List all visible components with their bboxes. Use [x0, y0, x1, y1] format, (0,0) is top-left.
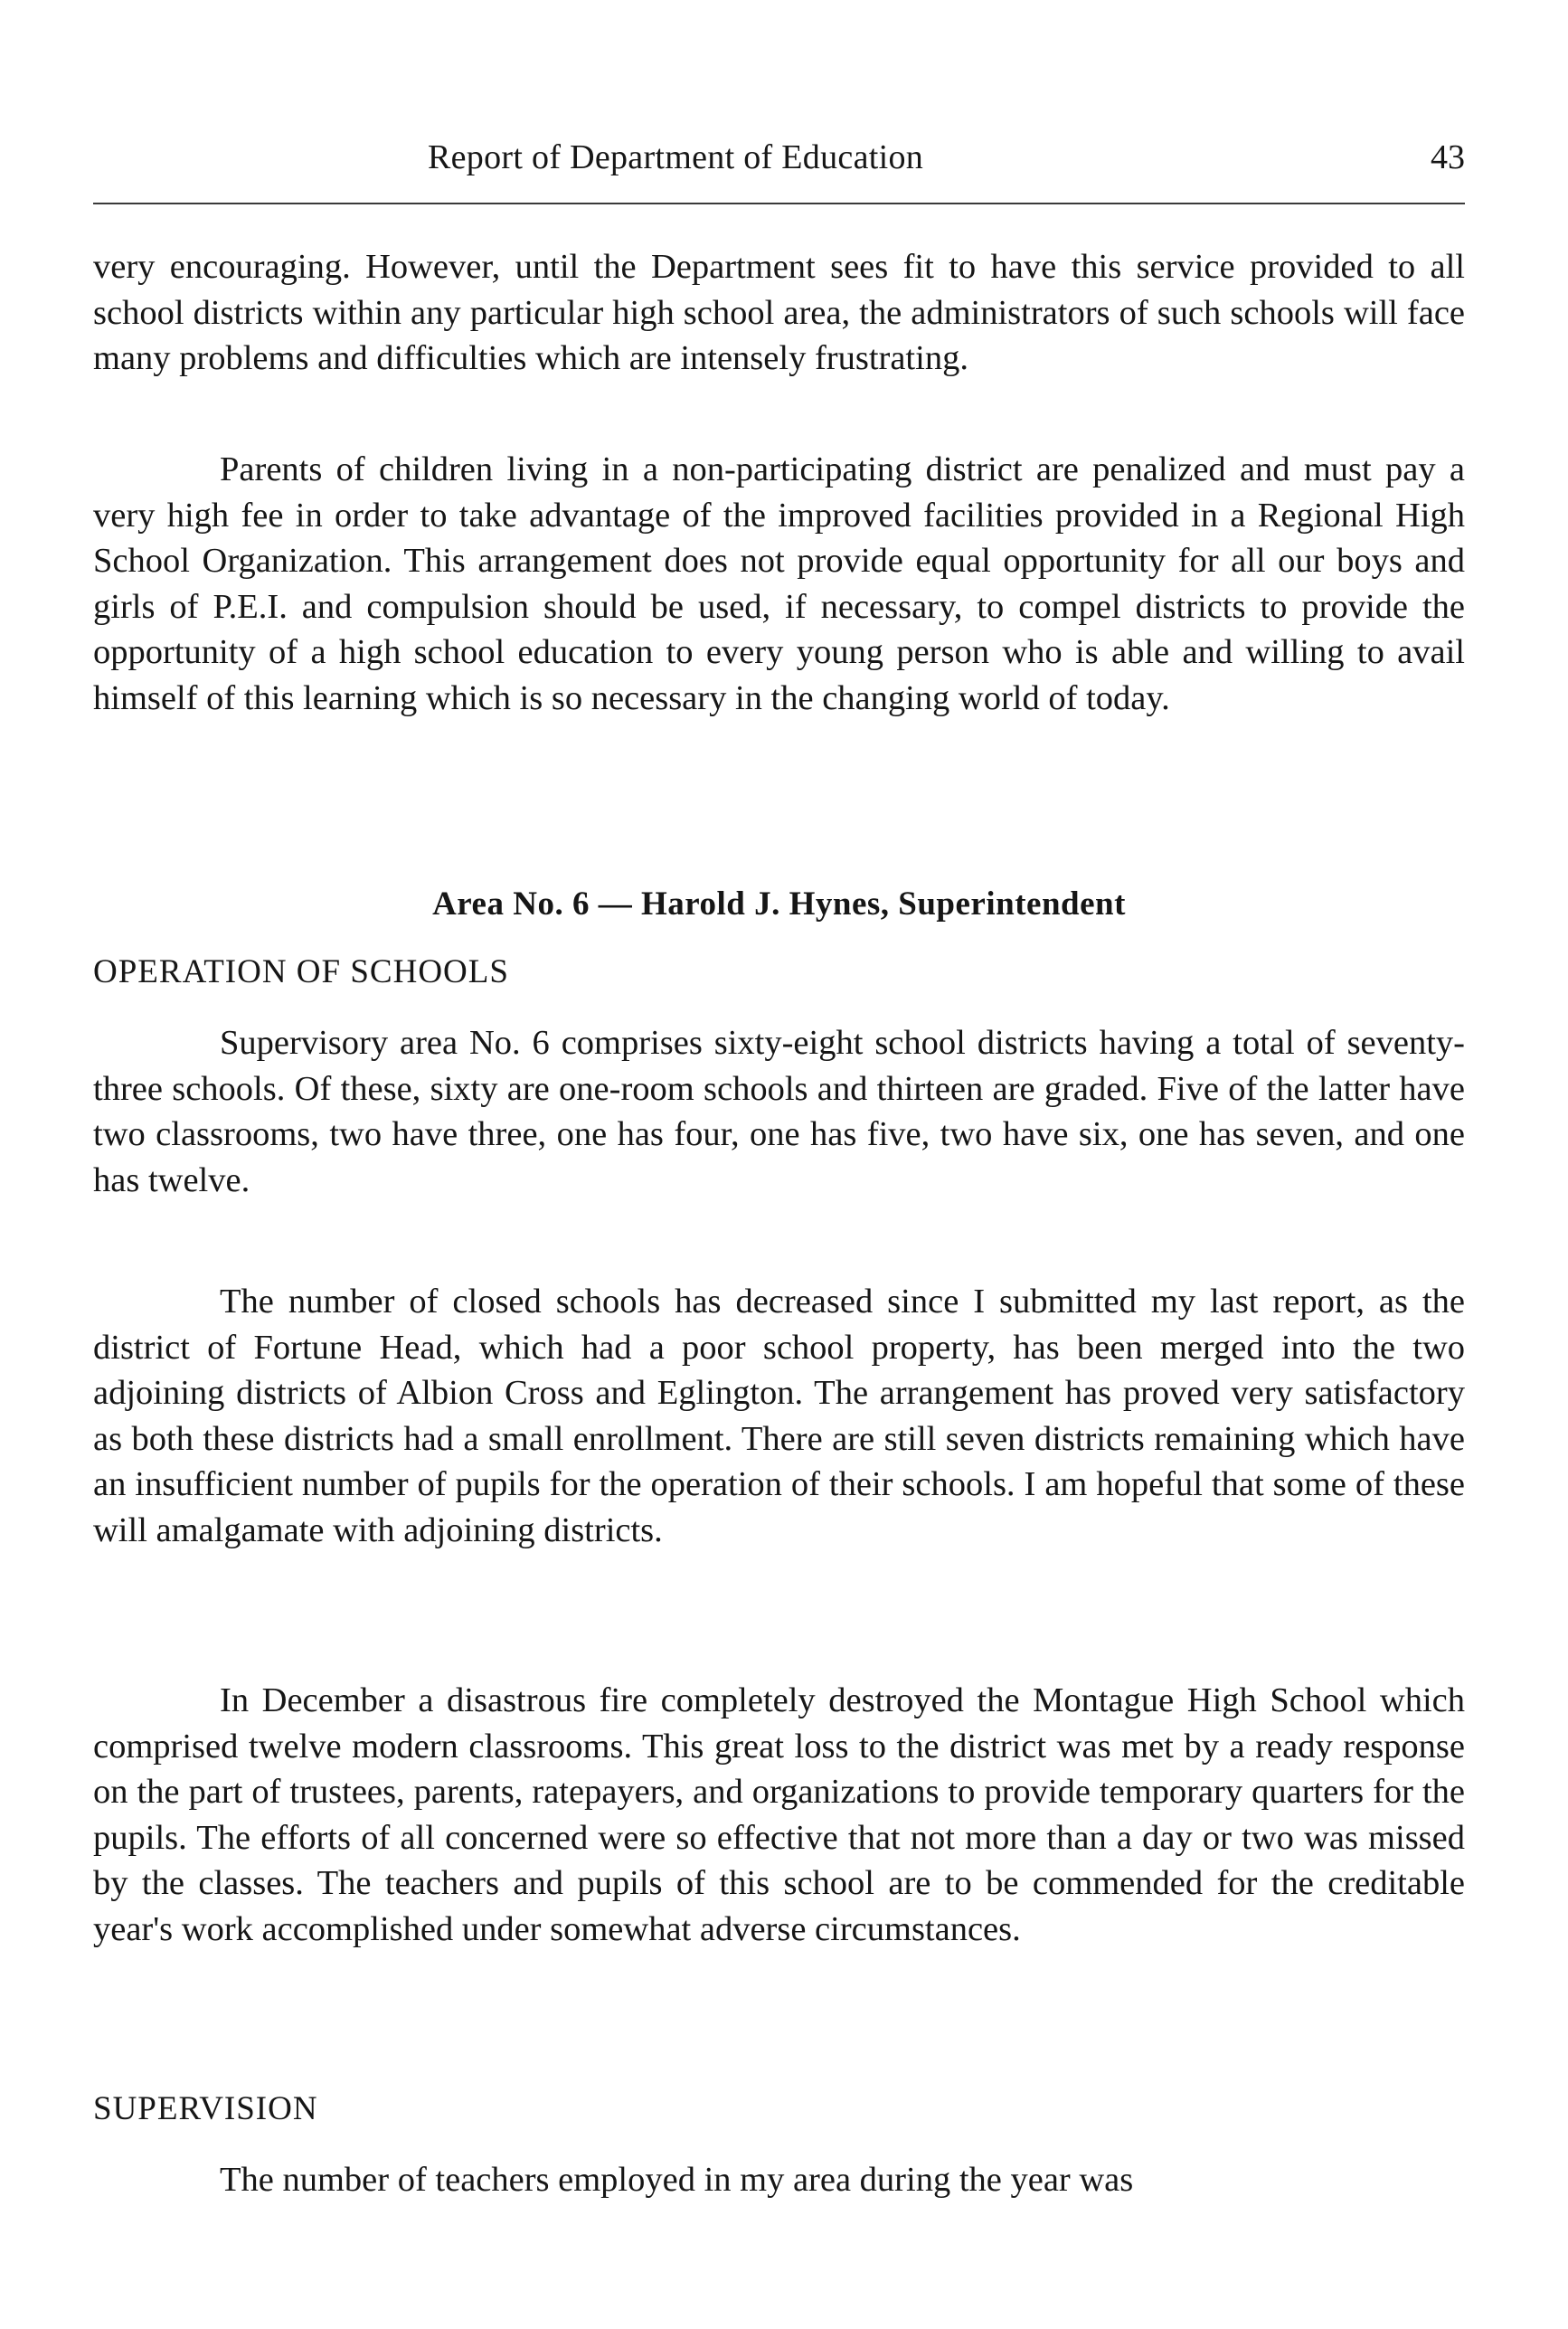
paragraph-supervisory-area: Supervisory area No. 6 comprises sixty-eight school districts having a total of seventy-three schools. Of these, sixty are one-room schools and thirteen are graded. Five of the latter have two classrooms, two have three, one has four, one has five, two have six, one has seven, and one has twelve. [93, 1024, 1465, 1199]
paragraph-closed-schools: The number of closed schools has decreased since I submitted my last report, as the district of Fortune Head, which had a poor school property, has been merged into the two adjoining districts of Albion Cross and Eglington. The arrangement has proved very satisfactory as both these districts had a small enrollment. There are still seven districts remaining which have an insufficient number of pupils for the operation of their schools. I am hopeful that some of these will amalgamate with adjoining districts. [93, 1283, 1465, 1549]
running-title: Report of Department of Education [428, 138, 924, 176]
paragraph-teachers: The number of teachers employed in my area during the year was [220, 2161, 1134, 2199]
page-number: 43 [1431, 138, 1465, 176]
paragraph-continued: very encouraging. However, until the Department sees fit to have this service provided to all school districts within any particular high school area, the administrators of such schools will face many problems and difficulties which are intensely frustrating. [93, 248, 1465, 377]
header-rule [93, 203, 1465, 204]
page-header [93, 137, 1465, 192]
section-heading-operation: OPERATION OF SCHOOLS [93, 953, 509, 990]
paragraph-fire: In December a disastrous fire completely destroyed the Montague High School which comprised twelve modern classrooms. This great loss to the district was met by a ready response on the part of trustees, parents, ratepayers, and organizations to provide temporary quarters for the pupils. The efforts of all concerned were so effective that not more than a day or two was missed by the classes. The teachers and pupils of this school are to be commended for the creditable year's work accomplished under somewhat adverse circumstances. [93, 1681, 1465, 1948]
area-heading: Area No. 6 — Harold J. Hynes, Superintendent [432, 885, 1126, 923]
section-heading-supervision: SUPERVISION [93, 2090, 318, 2127]
paragraph-parents: Parents of children living in a non-participating district are penalized and must pay a very high fee in order to take advantage of the improved facilities provided in a Regional High School Organization. This arrangement does not provide equal opportunity for all our boys and girls of P.E.I. and compulsion should be used, if necessary, to compel districts to provide the opportunity of a high school education to every young person who is able and willing to avail himself of this learning which is so necessary in the changing world of today. [93, 450, 1465, 717]
